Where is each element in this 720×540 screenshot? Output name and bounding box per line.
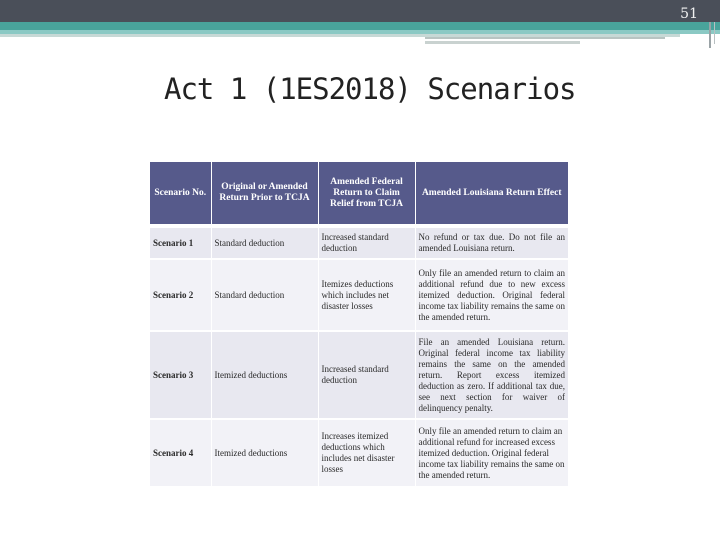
prior-return-cell: Itemized deductions: [211, 331, 318, 419]
table-header-row: [150, 162, 568, 224]
louisiana-effect-cell: Only file an amended return to claim an additional refund for increased excess itemized deduction. Original federal income tax liability remains the same on the amended return.: [415, 419, 568, 487]
accent-stripe: [0, 22, 720, 30]
column-header: Amended Federal Return to Claim Relief from TCJA: [318, 162, 415, 224]
decorative-vertical-line: [714, 22, 715, 44]
slide-title: Act 1 (1ES2018) Scenarios: [164, 72, 576, 106]
column-header: Amended Louisiana Return Effect: [415, 162, 568, 224]
column-header: Scenario No.: [150, 162, 211, 224]
decorative-line: [425, 41, 580, 44]
federal-return-cell: Increased standard deduction: [318, 228, 415, 259]
decorative-vertical-line: [709, 22, 711, 48]
prior-return-cell: Itemized deductions: [211, 419, 318, 487]
decorative-line: [425, 37, 665, 39]
federal-return-cell: Increased standard deduction: [318, 331, 415, 419]
table-row: [150, 419, 568, 487]
table-row: [150, 228, 568, 259]
louisiana-effect-cell: File an amended Louisiana return. Original federal income tax liability remains the same on the amended return. Report excess itemized deduction as zero. If additional tax due, see next section for waiver of delinquency penalty.: [415, 331, 568, 419]
scenarios-table: [150, 162, 568, 488]
column-header: Original or Amended Return Prior to TCJA: [211, 162, 318, 224]
table-row: [150, 331, 568, 419]
prior-return-cell: Standard deduction: [211, 228, 318, 259]
scenario-cell: Scenario 4: [150, 419, 211, 487]
table-row: [150, 259, 568, 331]
scenario-cell: Scenario 1: [150, 228, 211, 259]
scenario-cell: Scenario 2: [150, 259, 211, 331]
louisiana-effect-cell: No refund or tax due. Do not file an amended Louisiana return.: [415, 228, 568, 259]
top-bar: [0, 0, 720, 22]
louisiana-effect-cell: Only file an amended return to claim an additional refund due to new excess itemized deduction. Original federal income tax liability remains the same on the amended return.: [415, 259, 568, 331]
prior-return-cell: Standard deduction: [211, 259, 318, 331]
page-number: 51: [680, 6, 698, 22]
federal-return-cell: Increases itemized deductions which includes net disaster losses: [318, 419, 415, 487]
federal-return-cell: Itemizes deductions which includes net disaster losses: [318, 259, 415, 331]
scenario-cell: Scenario 3: [150, 331, 211, 419]
